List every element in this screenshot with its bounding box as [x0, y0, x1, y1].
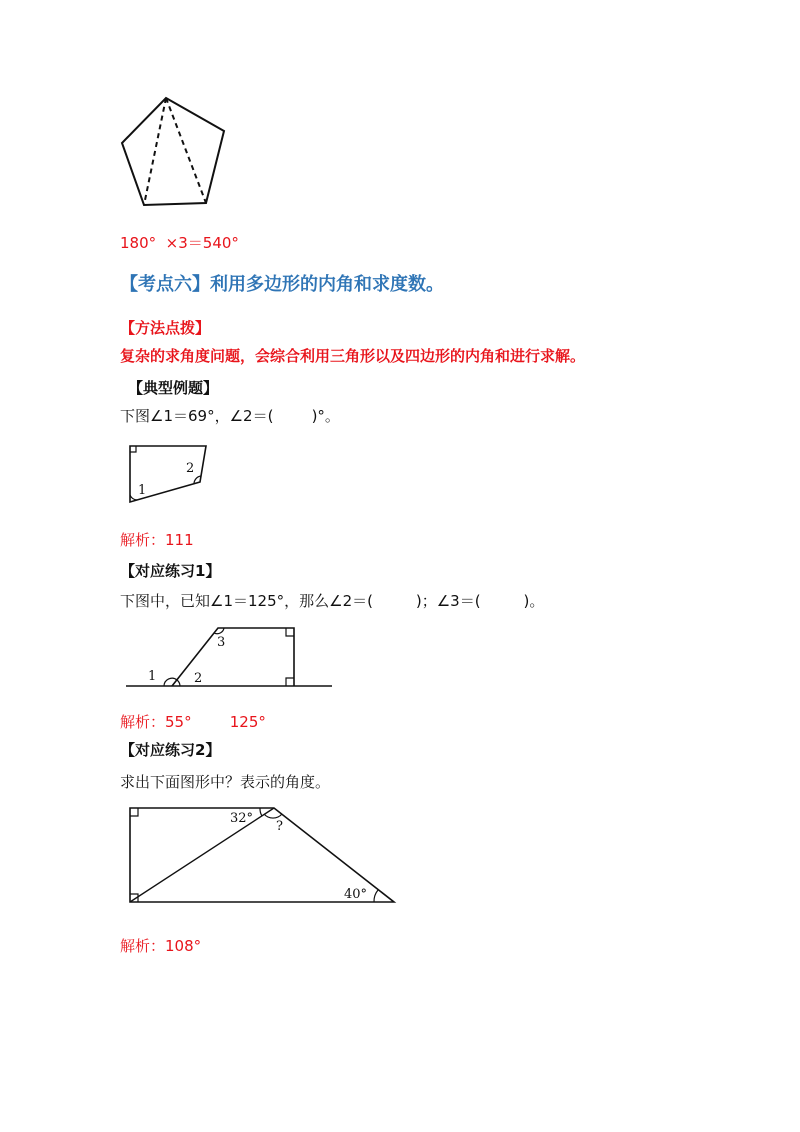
question-angle-label: ? — [276, 819, 283, 834]
angle-32-label: 32° — [230, 811, 254, 826]
example-figure — [122, 440, 222, 508]
practice1-answer: 解析：55° 125° — [120, 713, 266, 731]
practice2-header: 【对应练习2】 — [120, 741, 221, 759]
practice1-figure — [122, 618, 337, 693]
angle-1-label: 1 — [138, 483, 147, 498]
section-title: 【考点六】利用多边形的内角和求度数。 — [120, 274, 444, 295]
example-question: 下图∠1＝69°，∠2＝( )°。 — [120, 407, 340, 425]
practice2-question: 求出下面图形中？表示的角度。 — [120, 773, 331, 791]
practice1-question: 下图中，已知∠1＝125°，那么∠2＝( )；∠3＝( )。 — [120, 592, 545, 610]
pentagon-answer: 180° ×3＝540° — [120, 234, 239, 252]
practice2-figure — [122, 802, 402, 908]
angle-3-label: 3 — [217, 635, 226, 650]
example-header: 【典型例题】 — [128, 379, 219, 397]
angle-40-label: 40° — [344, 887, 368, 902]
method-text: 复杂的求角度问题，会综合利用三角形以及四边形的内角和进行求解。 — [120, 347, 586, 365]
practice1-header: 【对应练习1】 — [120, 562, 221, 580]
angle-1-label: 1 — [148, 669, 157, 684]
angle-2-label: 2 — [186, 461, 195, 476]
method-header: 【方法点拨】 — [120, 319, 211, 337]
pentagon-figure — [110, 88, 240, 213]
example-answer: 解析：111 — [120, 531, 194, 549]
practice2-answer: 解析：108° — [120, 937, 202, 955]
angle-2-label: 2 — [194, 671, 203, 686]
